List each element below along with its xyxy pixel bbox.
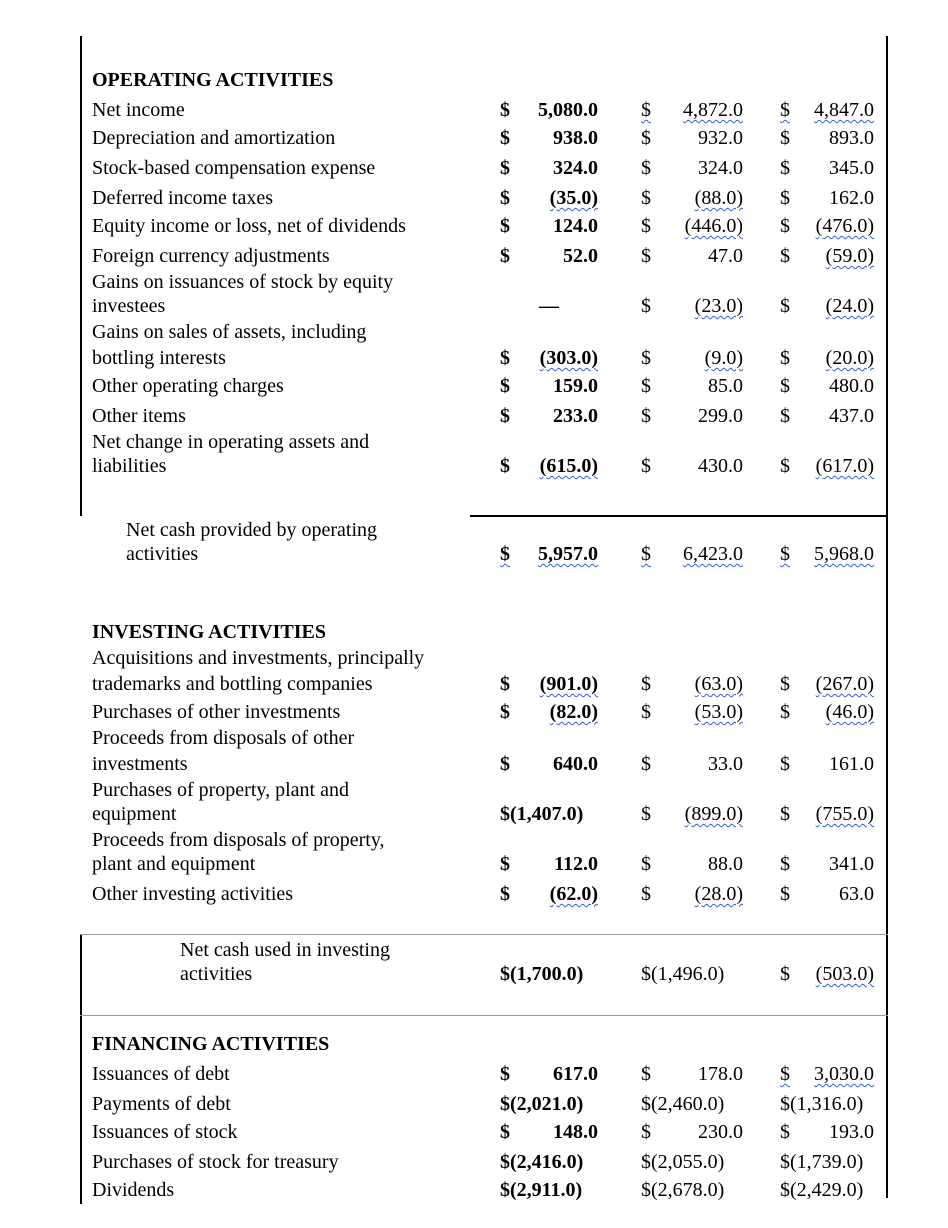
value-prior: $ (899.0)	[641, 803, 743, 825]
investing-bottom-rule	[80, 1015, 888, 1016]
row-label-cont: liabilities	[92, 455, 167, 477]
value-prior: $ 33.0	[641, 753, 743, 775]
value-prior: $ (23.0)	[641, 295, 743, 317]
value-current: $ (615.0)	[500, 455, 598, 477]
value-current: $ (82.0)	[500, 701, 598, 723]
investing-top-rule	[80, 934, 888, 935]
row-label: Other operating charges	[92, 375, 284, 397]
value-prior: $ 324.0	[641, 157, 743, 179]
operating-total-current: $ 5,957.0	[500, 543, 598, 565]
row-label-cont: trademarks and bottling companies	[92, 673, 373, 695]
value-earliest: $ (20.0)	[780, 347, 874, 369]
value-current: $ 112.0	[500, 853, 598, 875]
row-label: Net income	[92, 99, 185, 121]
row-label: Purchases of stock for treasury	[92, 1151, 339, 1173]
value-prior: $ (88.0)	[641, 187, 743, 209]
row-label: Gains on issuances of stock by equity	[92, 271, 394, 293]
operating-total-prior: $ 6,423.0	[641, 543, 743, 565]
value-prior: $(2,460.0)	[641, 1093, 725, 1115]
value-earliest: $ 341.0	[780, 853, 874, 875]
value-current: $ (901.0)	[500, 673, 598, 695]
value-current: $(1,407.0)	[500, 803, 584, 825]
value-earliest: $ 480.0	[780, 375, 874, 397]
row-label-cont: bottling interests	[92, 347, 226, 369]
row-label-cont: investments	[92, 753, 188, 775]
value-earliest: $ 162.0	[780, 187, 874, 209]
value-current: $ (62.0)	[500, 883, 598, 905]
value-prior: $ (28.0)	[641, 883, 743, 905]
value-current: $ 233.0	[500, 405, 598, 427]
row-label: Other investing activities	[92, 883, 294, 905]
value-earliest: $ (59.0)	[780, 245, 874, 267]
value-earliest: $ 345.0	[780, 157, 874, 179]
value-earliest: $ 893.0	[780, 127, 874, 149]
value-earliest: $ (755.0)	[780, 803, 874, 825]
right-border	[886, 36, 888, 1198]
row-label: Purchases of other investments	[92, 701, 341, 723]
value-earliest: $ 193.0	[780, 1121, 874, 1143]
value-current: $ 938.0	[500, 127, 598, 149]
operating-total-rule	[470, 515, 888, 517]
investing-total-label-cont: activities	[180, 963, 253, 985]
row-label: Issuances of stock	[92, 1121, 238, 1143]
row-label: Purchases of property, plant and	[92, 779, 349, 801]
investing-total-prior: $(1,496.0)	[641, 963, 725, 985]
row-label: Dividends	[92, 1179, 175, 1201]
investing-total-label: Net cash used in investing	[180, 939, 390, 961]
operating-heading: OPERATING ACTIVITIES	[92, 69, 334, 91]
row-label: Proceeds from disposals of property,	[92, 829, 385, 851]
left-border-top	[80, 36, 82, 516]
value-current: $ 148.0	[500, 1121, 598, 1143]
value-current: $(2,416.0)	[500, 1151, 584, 1173]
value-current: $ 617.0	[500, 1063, 598, 1085]
value-prior: $ 85.0	[641, 375, 743, 397]
row-label: Other items	[92, 405, 186, 427]
value-prior: $ 430.0	[641, 455, 743, 477]
value-earliest: $(2,429.0)	[780, 1179, 864, 1201]
value-current: $ 324.0	[500, 157, 598, 179]
value-prior: $ 47.0	[641, 245, 743, 267]
investing-total-current: $(1,700.0)	[500, 963, 584, 985]
value-prior: $ 299.0	[641, 405, 743, 427]
value-prior: $ (53.0)	[641, 701, 743, 723]
investing-total-earliest: $ (503.0)	[780, 963, 874, 985]
value-current: $ 52.0	[500, 245, 598, 267]
value-prior: $ 230.0	[641, 1121, 743, 1143]
left-border-bottom	[80, 934, 82, 1204]
operating-total-earliest: $ 5,968.0	[780, 543, 874, 565]
value-earliest: $ (24.0)	[780, 295, 874, 317]
value-earliest: $ 4,847.0	[780, 99, 874, 121]
value-current: $ 124.0	[500, 215, 598, 237]
value-earliest: $ 63.0	[780, 883, 874, 905]
value-prior: $ 88.0	[641, 853, 743, 875]
value-current: $ (303.0)	[500, 347, 598, 369]
value-prior: $ (63.0)	[641, 673, 743, 695]
value-current: —	[539, 295, 559, 317]
value-earliest: $(1,316.0)	[780, 1093, 864, 1115]
financing-heading: FINANCING ACTIVITIES	[92, 1033, 330, 1055]
value-current: $ 640.0	[500, 753, 598, 775]
value-prior: $ (446.0)	[641, 215, 743, 237]
row-label: Net change in operating assets and	[92, 431, 370, 453]
value-earliest: $ (617.0)	[780, 455, 874, 477]
value-current: $ 5,080.0	[500, 99, 598, 121]
value-current: $ (35.0)	[500, 187, 598, 209]
value-earliest: $ (267.0)	[780, 673, 874, 695]
value-current: $ 159.0	[500, 375, 598, 397]
value-prior: $ 178.0	[641, 1063, 743, 1085]
operating-total-label: Net cash provided by operating	[126, 519, 378, 541]
value-earliest: $ (46.0)	[780, 701, 874, 723]
investing-heading: INVESTING ACTIVITIES	[92, 621, 326, 643]
row-label: Acquisitions and investments, principally	[92, 647, 425, 669]
row-label: Gains on sales of assets, including	[92, 321, 367, 343]
value-earliest: $ 161.0	[780, 753, 874, 775]
row-label: Deferred income taxes	[92, 187, 274, 209]
value-earliest: $ 3,030.0	[780, 1063, 874, 1085]
value-current: $(2,021.0)	[500, 1093, 584, 1115]
row-label: Proceeds from disposals of other	[92, 727, 355, 749]
row-label: Payments of debt	[92, 1093, 231, 1115]
row-label: Foreign currency adjustments	[92, 245, 330, 267]
value-prior: $ 932.0	[641, 127, 743, 149]
row-label-cont: plant and equipment	[92, 853, 256, 875]
row-label: Equity income or loss, net of dividends	[92, 215, 406, 237]
row-label-cont: investees	[92, 295, 166, 317]
value-prior: $(2,055.0)	[641, 1151, 725, 1173]
row-label-cont: equipment	[92, 803, 177, 825]
value-prior: $(2,678.0)	[641, 1179, 725, 1201]
value-earliest: $ 437.0	[780, 405, 874, 427]
value-prior: $ (9.0)	[641, 347, 743, 369]
row-label: Depreciation and amortization	[92, 127, 336, 149]
value-prior: $ 4,872.0	[641, 99, 743, 121]
row-label: Issuances of debt	[92, 1063, 230, 1085]
value-earliest: $(1,739.0)	[780, 1151, 864, 1173]
value-earliest: $ (476.0)	[780, 215, 874, 237]
value-current: $(2,911.0)	[500, 1179, 583, 1201]
row-label: Stock-based compensation expense	[92, 157, 376, 179]
operating-total-label-cont: activities	[126, 543, 199, 565]
